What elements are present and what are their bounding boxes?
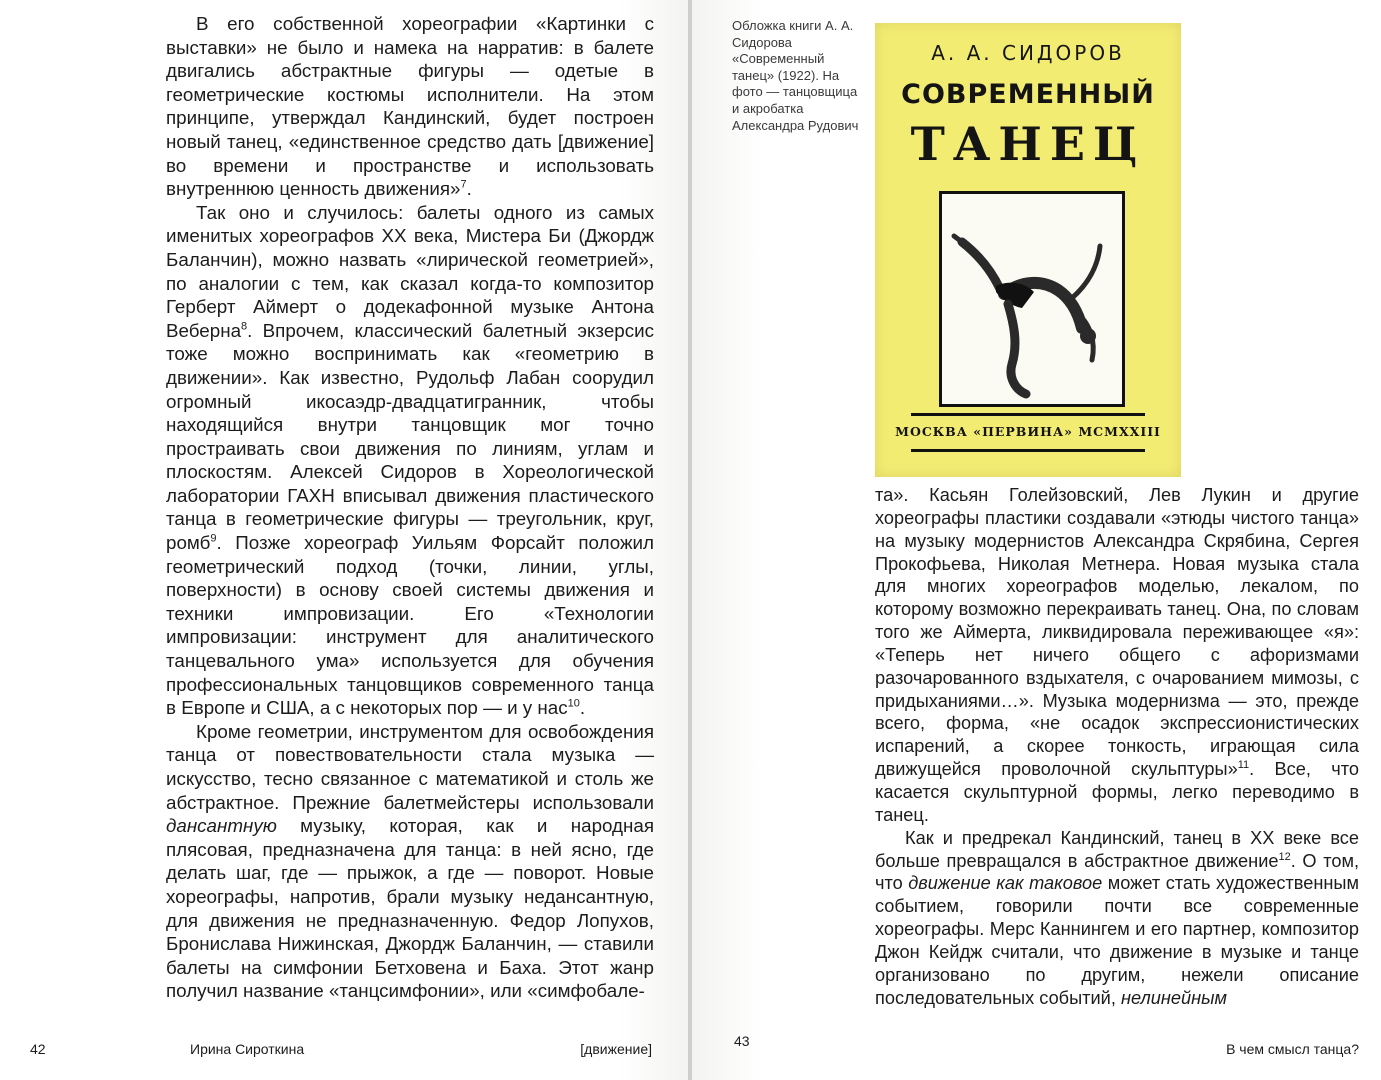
footnote-ref: 11 <box>1237 759 1250 772</box>
page-number-right: 43 <box>734 1033 750 1049</box>
text-run: может стать художественным событием, говорили почти все современные хореографы. Мерс Каннингем и его партнер, композитор Джон Кейдж считали, что движение в музыке и танце организовано по другим, нежели описание последовательных событий, <box>875 873 1360 1008</box>
cover-publisher: МОСКВА «ПЕРВИНА» МСМХХIII <box>895 424 1161 439</box>
text-run: . Впрочем, классический балетный экзерсис тоже можно воспринимать как «геометрию в движении». Как известно, Рудольф Лабан соорудил огромный икосаэдр-двадцатигранник, чтобы находящийся внутри танцовщик мог точно простраивать свои движения по линиям, углам и плоскостям. Алексей Сидоров в Хореологической лаборатории ГАХН вписывал движения пластического танца в геометрические фигуры — треугольник, круг, ромб <box>166 319 654 554</box>
text-run: В его собственной хореографии «Картинки с выставки» не было и намека на нарратив: в балете двигались абстрактные фигуры — одетые в геометрические костюмы исполнители. На этом принципе, утверждал Кандинский, будет построен новый танец, «единственное средство дать [движение] во времени и пространстве и использовать внутреннюю ценность движения» <box>166 13 654 200</box>
running-section: [движение] <box>580 1041 652 1057</box>
footnote-ref: 9 <box>210 532 217 545</box>
left-page <box>0 0 688 1080</box>
emphasis-text: дансантную <box>166 815 277 837</box>
paragraph <box>166 720 654 1003</box>
text-run: . <box>579 697 586 719</box>
text-run: Кроме геометрии, инструментом для освобождения танца от повествовательности стала музыка — искусство, тесно связанное с математикой и столь же абстрактное. Прежние балетмейстеры использовали <box>166 720 654 813</box>
right-page-body <box>875 484 1359 1009</box>
dancer-figure-icon <box>942 194 1122 404</box>
text-run: Как и предрекал Кандинский, танец в XX веке все больше превращался в абстрактное движение <box>875 827 1359 871</box>
running-title: В чем смысл танца? <box>1226 1041 1359 1057</box>
cover-rule-bottom <box>911 449 1145 452</box>
dancer-photo <box>939 191 1125 407</box>
footnote-ref: 10 <box>567 697 580 710</box>
paragraph <box>875 484 1359 827</box>
cover-title-line2: ТАНЕЦ <box>910 117 1146 171</box>
right-page <box>692 0 1381 1080</box>
paragraph <box>875 827 1359 1010</box>
paragraph <box>166 201 654 720</box>
cover-author: А. А. СИДОРОВ <box>931 41 1125 65</box>
text-run: музыку, которая, как и народная плясовая, предназначена для танца: в ней ясно, где делать шаг, где — прыжок, а где — поворот. Новые хореографы, напротив, брали музыку недансантную, для движения не предназначенную. Федор Лопухов, Бронислава Нижинская, Джордж Баланчин, — ставили балеты на симфонии Бетховена и Баха. Этот жанр получил название «танцсимфонии», или «симфобале- <box>166 815 654 1002</box>
running-author: Ирина Сироткина <box>190 1041 305 1057</box>
text-run: Так оно и случилось: балеты одного из самых именитых хореографов XX века, Мистера Би (Джордж Баланчин), можно назвать «лирической геометрией», по аналогии с тем, как сказал когда-то композитор Герберт Аймерт о додекафонной музыке Антона Веберна <box>166 201 654 341</box>
paragraph <box>166 12 654 201</box>
left-page-body <box>166 12 654 1003</box>
page-number-left: 42 <box>30 1041 46 1057</box>
figure-caption: Обложка книги А. А. Сидорова «Современный танец» (1922). На фото — танцовщица и акробатка Александра Рудович <box>732 18 859 133</box>
emphasis-text: нелинейным <box>1120 987 1227 1008</box>
footnote-ref: 7 <box>460 178 467 191</box>
text-run: . Все, что касается скульптурной формы, легко переводимо в танец. <box>875 759 1359 825</box>
text-run: та». Касьян Голейзовский, Лев Лукин и другие хореографы пластики создавали «этюды чистого танца» на музыку модернистов Александра Скрябина, Сергея Прокофьева, Николая Метнера. Новая музыка стала для многих хореографов моделью, лекалом, по которому возможно перекраивать танец. Она, по словам того же Аймерта, ликвидировала переживающее «я»: «Теперь нет ничего общего с афоризмами разочарованного вздыхателя, с очарованием мимозы, с придыханиями…». Музыка модернизма — это, прежде всего, форма, «не осадок экспрессионистических испарений, а скорее тонкость, играющая сила движущейся проволочной скульптуры» <box>875 485 1359 780</box>
cover-title-line1: СОВРЕМЕННЫЙ <box>901 79 1155 110</box>
text-run: . О том, что <box>875 850 1360 894</box>
emphasis-text: движение как таковое <box>908 873 1103 894</box>
footnote-ref: 8 <box>241 320 248 333</box>
book-cover-image <box>875 23 1181 477</box>
text-run: . Позже хореограф Уильям Форсайт положил геометрический подход (точки, линии, углы, поверхности) в основу своей системы движения и техники импровизации. Его «Технологии импровизации: инструмент для аналитического танцевального ума» используется для обучения профессиональных танцовщиков современного танца в Европе и США, а с некоторых пор — и у нас <box>166 532 654 719</box>
text-run: . <box>466 178 472 200</box>
footnote-ref: 12 <box>1278 850 1291 863</box>
cover-rule-top <box>911 413 1145 416</box>
